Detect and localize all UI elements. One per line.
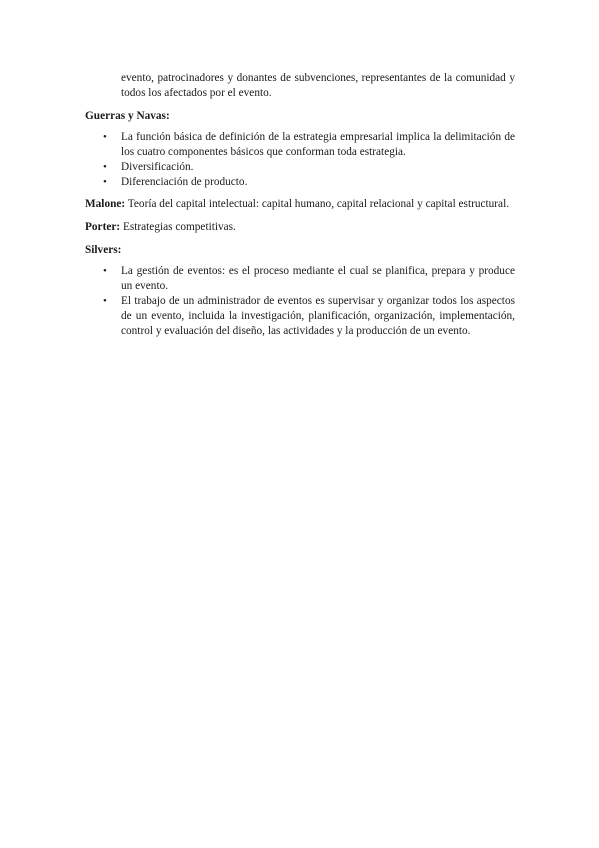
paragraph-text-malone: Teoría del capital intelectual: capital humano, capital relacional y capital estructural.	[125, 198, 510, 210]
section-heading-guerras-navas: Guerras y Navas:	[85, 110, 170, 122]
paragraph-malone	[85, 197, 515, 212]
list-item-text: El trabajo de un administrador de eventos es supervisar y organizar todos los aspectos de un evento, incluida la investigación, planificación, organización, implementación, control y evaluación del diseño, las actividades y la producción de un evento.	[121, 295, 515, 337]
list-item	[85, 130, 515, 160]
paragraph-text-porter: Estrategias competitivas.	[120, 221, 236, 233]
list-item	[85, 294, 515, 339]
list-item-text: Diferenciación de producto.	[121, 176, 248, 188]
author-label-porter: Porter:	[85, 221, 121, 233]
list-item-text: La función básica de definición de la estrategia empresarial implica la delimitación de los cuatro componentes básicos que conforman toda estrategia.	[121, 131, 515, 158]
list-item	[85, 264, 515, 294]
bullet-icon: •	[103, 176, 107, 188]
list-item-text: La gestión de eventos: es el proceso mediante el cual se planifica, prepara y produce un evento.	[121, 265, 515, 292]
document-body	[85, 71, 515, 346]
bullet-icon: •	[103, 131, 107, 143]
bullet-icon: •	[103, 265, 107, 277]
list-item-text: Diversificación.	[121, 161, 194, 173]
paragraph-porter	[85, 220, 515, 235]
bullet-icon: •	[103, 295, 107, 307]
bullet-list-guerras-navas	[85, 130, 515, 190]
list-item	[85, 175, 515, 190]
bullet-icon: •	[103, 161, 107, 173]
list-item	[85, 160, 515, 175]
continuation-paragraph: evento, patrocinadores y donantes de subvenciones, representantes de la comunidad y todos los afectados por el evento.	[121, 72, 515, 99]
author-label-malone: Malone:	[85, 198, 126, 210]
bullet-list-silvers	[85, 264, 515, 339]
section-heading-silvers: Silvers:	[85, 244, 122, 256]
